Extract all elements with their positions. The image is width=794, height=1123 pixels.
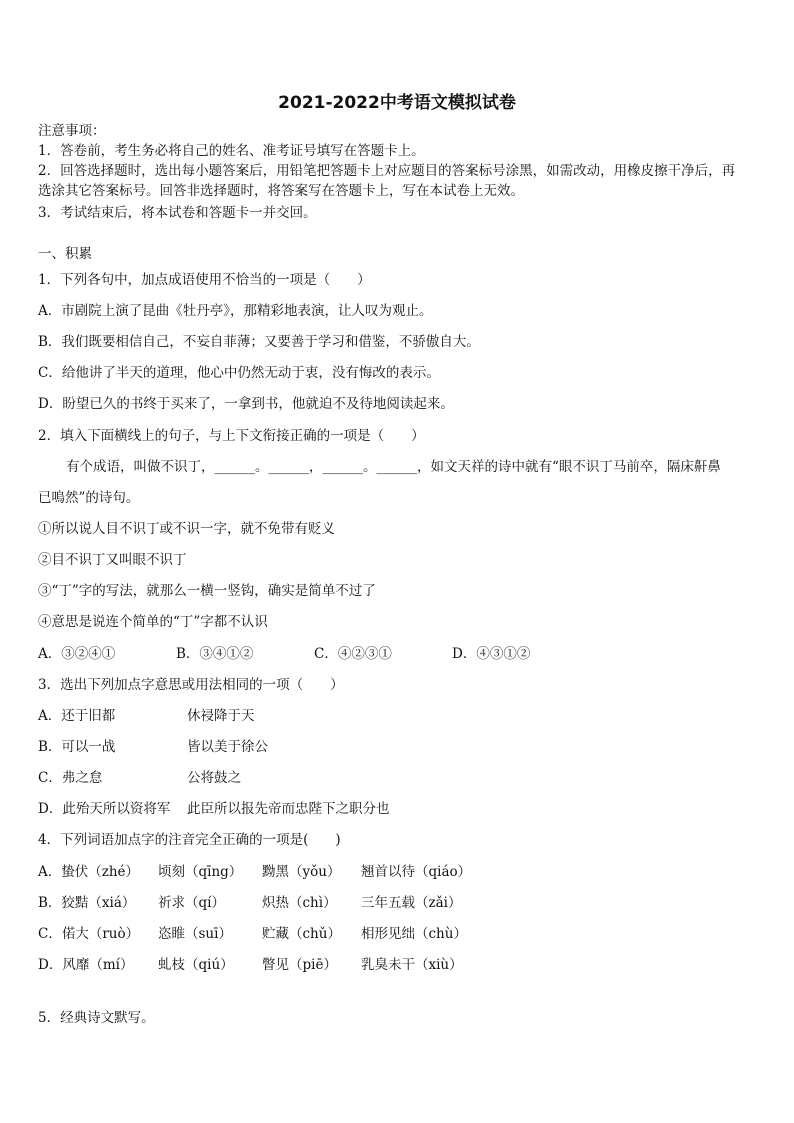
question-4-d-2: 虬枝（qiú） <box>158 957 234 973</box>
notice-item: 3．考试结束后，将本试卷和答题卡一并交回。 <box>38 205 317 221</box>
question-2-sentence-4: ④意思是说连个简单的“丁”字都不认识 <box>38 614 268 630</box>
question-4-stem: 4．下列词语加点字的注音完全正确的一项是( ) <box>38 832 341 848</box>
question-1-option-b: B．我们既要相信自己，不妄自菲薄；又要善于学习和借鉴，不骄傲自大。 <box>38 334 480 350</box>
question-4-b-4: 三年五载（zǎi） <box>361 895 462 911</box>
question-3-stem: 3．选出下列加点字意思或用法相同的一项（ ） <box>38 677 344 693</box>
question-4-b-1: B．狡黠（xiá） <box>38 895 136 911</box>
question-3-option-d-right: 此臣所以报先帝而忠陛下之职分也 <box>187 801 390 817</box>
question-2-sentence-2: ②目不识丁又叫眼不识丁 <box>38 552 187 568</box>
question-1-option-c: C．给他讲了半天的道理，他心中仍然无动于衷，没有悔改的表示。 <box>38 365 440 381</box>
question-4-c-1: C．偌大（ruò） <box>38 926 140 942</box>
question-4-c-4: 相形见绌（chù） <box>361 926 467 942</box>
question-2-choice-a: A．③②④① <box>38 646 116 662</box>
question-2-stem: 2．填入下面横线上的句子，与上下文衔接正确的一项是（ ） <box>38 428 425 444</box>
question-4-d-3: 瞥见（piē） <box>262 957 337 973</box>
question-5-stem: 5．经典诗文默写。 <box>38 1010 155 1026</box>
question-2-sentence-3: ③“丁”字的写法，就那么一横一竖钩，确实是简单不过了 <box>38 583 376 599</box>
page-title: 2021-2022中考语文模拟试卷 <box>278 93 516 113</box>
question-4-d-1: D．风靡（mí） <box>38 957 134 973</box>
question-2-choice-c: C．④②③① <box>314 646 392 662</box>
question-3-option-c-left: C．弗之怠 <box>38 770 103 786</box>
notice-item: 1．答卷前，考生务必将自己的姓名、准考证号填写在答题卡上。 <box>38 143 425 159</box>
question-3-option-b-left: B．可以一战 <box>38 739 116 755</box>
question-2-passage-cont: 已嗚然”的诗句。 <box>38 490 140 506</box>
question-3-option-a-left: A．还于旧都 <box>38 708 116 724</box>
question-3-option-a-right: 休祲降于天 <box>187 708 255 724</box>
question-2-choice-b: B．③④①② <box>176 646 254 662</box>
question-2-passage: 有个成语，叫做不识丁，______。______，______。______，如文天祥的诗中就有“眼不识丁马前卒，隔床鼾鼻 <box>66 459 721 475</box>
question-1-stem: 1．下列各句中，加点成语使用不恰当的一项是（ ） <box>38 272 371 288</box>
question-4-b-2: 祈求（qí） <box>158 895 225 911</box>
question-3-option-b-right: 皆以美于徐公 <box>187 739 268 755</box>
question-4-a-4: 翘首以待（qiáo） <box>361 864 472 880</box>
question-1-option-a: A．市剧院上演了昆曲《牡丹亭》，那精彩地表演，让人叹为观止。 <box>38 303 433 319</box>
question-4-a-2: 顷刻（qīng） <box>158 864 243 880</box>
question-4-c-2: 恣睢（suī） <box>158 926 232 942</box>
question-4-b-3: 炽热（chì） <box>262 895 337 911</box>
question-2-sentence-1: ①所以说人目不识丁或不识一字，就不免带有贬义 <box>38 521 335 537</box>
notice-heading: 注意事项： <box>38 123 106 139</box>
question-3-option-d-left: D．此殆天所以资将军 <box>38 801 171 817</box>
notice-item: 2．回答选择题时，选出每小题答案后，用铅笔把答题卡上对应题目的答案标号涂黑，如需改动，用橡皮擦干净后，再 <box>38 163 736 179</box>
question-4-a-1: A．蛰伏（zhé） <box>38 864 140 880</box>
question-4-a-3: 黝黑（yǒu） <box>262 864 341 880</box>
question-2-choice-d: D．④③①② <box>452 646 531 662</box>
question-1-option-d: D．盼望已久的书终于买来了，一拿到书，他就迫不及待地阅读起来。 <box>38 396 454 412</box>
section-heading: 一、积累 <box>38 246 92 262</box>
question-4-d-4: 乳臭未干（xiù） <box>361 957 463 973</box>
notice-item: 选涂其它答案标号。回答非选择题时，将答案写在答题卡上，写在本试卷上无效。 <box>38 183 524 199</box>
question-4-c-3: 贮藏（chǔ） <box>262 926 341 942</box>
question-3-option-c-right: 公将鼓之 <box>187 770 241 786</box>
